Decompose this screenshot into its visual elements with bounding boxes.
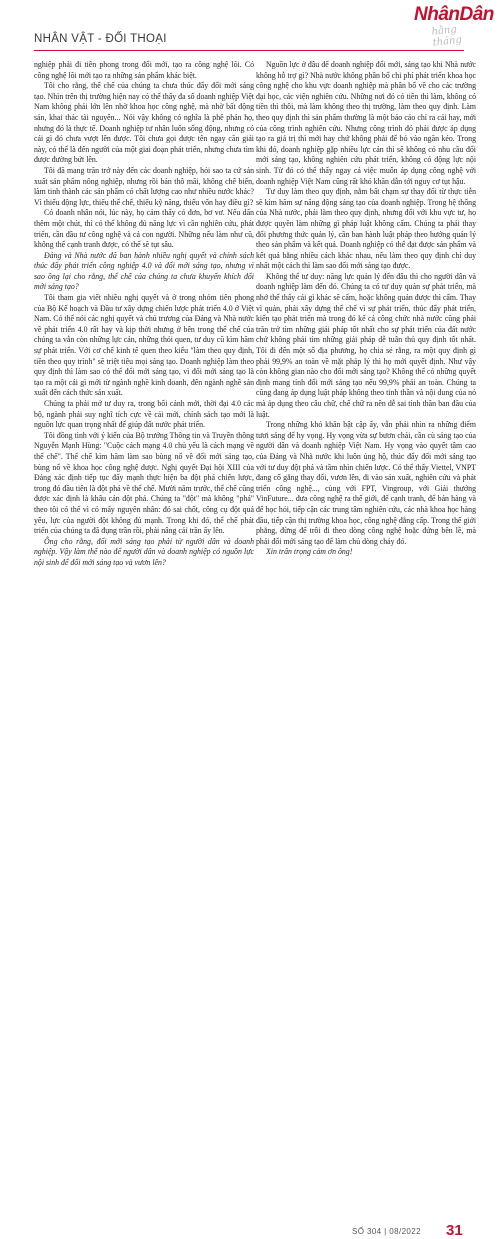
page-number: 31: [446, 1222, 463, 1239]
paragraph: Tôi đồng tình với ý kiến của Bộ trưởng Thông tin và Truyền thông Nguyễn Mạnh Hùng: "Cuộc cách mạng 4.0 chủ yếu là cách mạng về thể chế". Thể chế kìm hãm làm sao bùng nổ về đổi mới sáng tạo, bùng nổ về khoa học công nghệ được. Nghị quyết Đại hội XIII của Đảng xác định tiếp tục đẩy mạnh thực hiện ba đột phá chiến lược, trong đó đầu tiên là đột phá về thể chế. Mười năm trước, thể chế cũng được xác định là khâu cản đột phá. Chúng ta "đột" mà không "phá" theo tôi có thể vì có mấy nguyên nhân: đó sai chốt, công cụ đột quá yếu, lực của người đột không đủ mạnh. Trong khi đó, thể chế phát triển của chúng ta đã đụng trần rồi, phải nâng cái trần ấy lên.: [34, 430, 254, 536]
right-text-column: [256, 60, 476, 558]
paragraph: Tôi tham gia viết nhiều nghị quyết và ở trong nhóm tiên phong của Bộ Kế hoạch và Đầu tư xây dựng chiến lược phát triển 4.0 ở Việt Nam. Có thể nói các nghị quyết và chủ trương của Đảng và Nhà nước về phát triển 4.0 rất hay và kịp thời nhưng ở bên trong thể chế của chúng ta vẫn còn những lực cản, những thói quen, tư duy cũ kìm hãm sự phát triển. Với cơ chế kinh tế quen theo kiểu "làm theo quy định, tiền theo quy trình" sẽ triệt tiêu mọi sáng tạo. Doanh nghiệp làm theo quy định thì làm sao có thể đổi mới sáng tạo, vì đổi mới sáng tạo là tạo ra một cái gì mới từ ngành nghề kinh doanh, đến ngành nghề sản xuất đến cách thức sản xuất.: [34, 293, 254, 398]
paragraph: Tôi đã mang trăn trở này đến các doanh nghiệp, hỏi sao ta cứ sản xuất sản phẩm nông nghiệp, nhưng rồi bán thô mãi, không chế biến, làm tinh thành các sản phẩm có chất lượng cao như nhiều nước khác? Vì thiếu động lực, thiếu thể chế, thiếu kỹ năng, thiếu vốn hay điều gì?: [34, 165, 254, 207]
issue-label: SỐ 304 | 08/2022: [352, 1227, 421, 1236]
paragraph: nghiệp phải đi tiên phong trong đổi mới, tạo ra công nghệ lõi. Có công nghệ lõi mới tạo ra những sản phẩm khác biệt.: [34, 60, 254, 80]
logo-sub-text: hằng tháng: [430, 24, 463, 49]
header-rule: [34, 50, 464, 51]
paragraph: Có doanh nhân nói, lúc này, họ cảm thấy có đơn, bơ vơ. Nếu dấn thêm một chút, thì có thể không đủ năng lực vì cần nghiên cứu, phát triển, cần đầu tư công nghệ và cả con người. Những nếu làm như cũ, không thể cạnh tranh được, có thể sẽ tụt sâu.: [34, 208, 254, 250]
left-text-column: [34, 60, 254, 569]
page-footer: [0, 610, 500, 1239]
paragraph: Trong những khó khăn bật cập ấy, vẫn phải nhìn ra những điểm tươi sáng để hy vọng. Hy vọng vừa sự bươn chải, cần cù sáng tạo của người dân và doanh nghiệp Việt Nam. Hy vọng vào quyết tâm cao của Đảng và Nhà nước khi luôn ủng hộ, thúc đẩy đổi mới sáng tạo với tư duy đột phá và tầm nhìn chiến lược. Có thể thấy Viettel, VNPT đang cố gắng thay đổi, vươn lên, đi vào sản xuất, nghiên cứu và phát triển công nghệ..., cùng với FPT, Vingroup, với Giải thưởng VinFuture... đưa công nghệ ra thế giới, để cạnh tranh, để bán hàng và để học hỏi, tiếp cận các trung tâm nghiên cứu, các nhà khoa học hàng đầu, tiếp cận thị trường khoa học, công nghệ đẳng cấp. Trong thế giới phẳng, đừng để trôi đi theo dòng công nghệ hoặc đứng bên lề, mà phải đổi mới sáng tạo để làm chủ dòng chảy đó.: [256, 420, 476, 546]
paragraph: Đảng và Nhà nước đã ban hành nhiều nghị quyết và chính sách thúc đẩy phát triển công nghiệp 4.0 và đổi mới sáng tạo, nhưng vì sao ông lại cho rằng, thể chế của chúng ta chưa khuyến khích đổi mới sáng tạo?: [34, 250, 254, 292]
publication-logo: [414, 4, 494, 49]
page-header: [0, 0, 500, 62]
paragraph: Chúng ta phải mở tư duy ra, trong bối cảnh mới, thời đại 4.0 các bộ, ngành phải suy nghĩ tích cực về cải mới, chính sách tạo mới là nguồn lực quan trọng nhất để giúp đất nước phát triển.: [34, 399, 254, 430]
section-title: NHÂN VẬT - ĐỐI THOẠI: [34, 33, 167, 45]
paragraph: Xin trân trọng cảm ơn ông!: [266, 547, 353, 557]
paragraph: Tôi cho rằng, thể chế của chúng ta chưa thúc đẩy đổi mới sáng tạo. Nhìn trên thị trường hiện nay có thể thấy đa số doanh nghiệp Việt Nam không phải lớn lên nhờ khoa học công nghệ, mà nhờ bất động sản, khai thác tài nguyên... Nói vậy không có nghĩa là phê phán họ, nhưng đó là thực tế. Doanh nghiệp tư nhân luôn sống động, nhưng có cái gì đó chưa vượt lên được. Tôi chưa gọi được tên ngay căn giải này, có thể là đến người của một giai đoạn phát triển, nhưng chưa tìm được đường bứt lên.: [34, 81, 254, 165]
logo-main-text: NhânDân: [414, 4, 494, 25]
paragraph: Ông cho rằng, đổi mới sáng tạo phải từ người dân và doanh nghiệp. Vậy làm thế nào để người dân và doanh nghiệp có nguồn lực nội sinh để đổi mới sáng tạo và vươn lên?: [34, 536, 254, 567]
paragraph: Nguồn lực ở đâu để doanh nghiệp đổi mới, sáng tạo khi Nhà nước không hỗ trợ gì? Nhà nước không phân bổ chi phí phát triển khoa học công nghệ cho khu vực doanh nghiệp mà phân bổ về cho các trường đại học, các viện nghiên cứu. Những nơi đó có tiền thì làm, không có tiền thì thôi, mà làm không theo thị trường, làm theo quy định. Làm theo quy định thì sản phẩm thường là một báo cáo chỉ ra cái hay, mới của công trình nghiên cứu. Nhưng công trình đó phải được áp dụng tạo ra giá trị thì mới hay chứ không phải để bỏ vào ngăn kéo. Trong khi đó, doanh nghiệp gặp nhiều lực cản thì sẽ không có nhu cầu đổi mới sáng tạo, không nghiên cứu phát triển, không có động lực nội sinh. Từ đó có thể thấy ngay cả việc muốn áp dụng công nghệ với doanh nghiệp Việt Nam cũng rất khó khăn dẫn tới nguy cơ tụt hậu.: [256, 60, 476, 186]
paragraph: Tư duy làm theo quy định, nằm bất chạm sự thay đổi từ thực tiễn sẽ kìm hãm sự năng động sáng tạo của doanh nghiệp. Trong hệ thống của Nhà nước, phải làm theo quy định, nhưng đổi với khu vực tư, họ được quyền làm những gì pháp luật không cấm. Chúng ta phải thay đổi phương thức quản lý, cần ban hành luật pháp theo hướng quản lý theo sản phẩm và kết quả. Doanh nghiệp có thể đạt được sản phẩm và kết quả bằng nhiều cách khác nhau, nếu làm theo quy định chỉ duy nhất một cách thì làm sao đổi mới sáng tạo được.: [256, 187, 476, 271]
paragraph: Không thể tư duy: năng lực quản lý đến đâu thì cho người dân và doanh nghiệp làm đến đó. Chúng ta có tư duy quản sự phát triển, mà nhớ thể thấy cái gì khác sẽ cấm, hoặc không quản được thì cấm. Thay vì quản, phải xây dựng thể chế vì sự phát triển, thúc đẩy phát triển, kiến tạo phát triển mà trong đó kể cả công chức nhà nước cũng phải trăn trở tìm những giải pháp tốt nhất cho sự phát triển của đất nước chứ không phải tìm những giải pháp dễ tuân thủ quy định tốt nhất. Tôi đi đến một số địa phương, họ chia sẻ rằng, ra một quy định gì phải 99,9% an toàn về mặt pháp lý thì họ mới quyết định. Như vậy còn không gian nào cho đổi mới sáng tạo? Không thể có những quyết định mang tính đổi mới sáng tạo nếu 99,9% phải an toàn. Chúng ta cũng đang áp dụng luật pháp không theo tinh thần và nội dung của nó mà áp dụng theo câu chữ, chế chữ ra nên dễ sai tính thần ban đầu của luật.: [256, 271, 476, 419]
